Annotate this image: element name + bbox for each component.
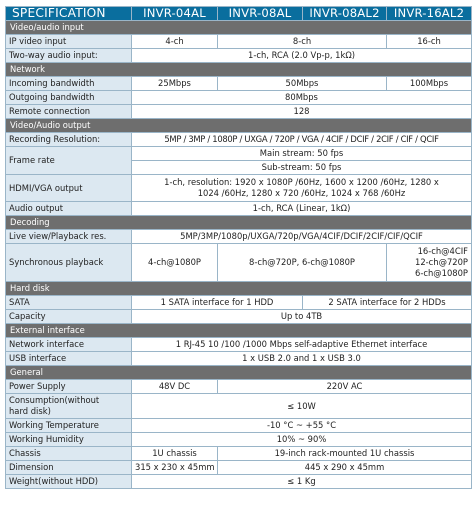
row-label-chassis: Chassis xyxy=(6,447,132,461)
row-label-power-supply: Power Supply xyxy=(6,380,132,394)
table-row xyxy=(6,35,472,49)
section-row xyxy=(6,21,472,35)
dimension-04: 315 x 230 x 45mm xyxy=(132,461,218,475)
consumption-label-line: Consumption(without xyxy=(9,395,100,405)
table-row xyxy=(6,310,472,324)
row-label-working-humidity: Working Humidity xyxy=(6,433,132,447)
section-general: General xyxy=(6,366,472,380)
incoming-bandwidth-16: 100Mbps xyxy=(387,77,472,91)
row-label-incoming-bandwidth: Incoming bandwidth xyxy=(6,77,132,91)
row-label-sata: SATA xyxy=(6,296,132,310)
table-row xyxy=(6,202,472,216)
hdmi-vga-line-2: 1024 /60Hz, 1280 x 720 /60Hz, 1024 x 768 /60Hz xyxy=(197,188,406,198)
ip-video-input-04: 4-ch xyxy=(132,35,218,49)
table-row xyxy=(6,296,472,310)
power-supply-rest: 220V AC xyxy=(218,380,472,394)
row-label-sync-playback: Synchronous playback xyxy=(6,244,132,282)
section-row xyxy=(6,63,472,77)
usb-interface-value: 1 x USB 2.0 and 1 x USB 3.0 xyxy=(132,352,472,366)
dimension-rest: 445 x 290 x 45mm xyxy=(218,461,472,475)
remote-connection-value: 128 xyxy=(132,105,472,119)
row-label-capacity: Capacity xyxy=(6,310,132,324)
ip-video-input-16: 16-ch xyxy=(387,35,472,49)
header-row xyxy=(6,7,472,21)
incoming-bandwidth-04: 25Mbps xyxy=(132,77,218,91)
row-label-frame-rate: Frame rate xyxy=(6,147,132,175)
section-network: Network xyxy=(6,63,472,77)
row-label-dimension: Dimension xyxy=(6,461,132,475)
hdmi-vga-value xyxy=(132,175,472,202)
sync-playback-08: 8-ch@720P, 6-ch@1080P xyxy=(218,244,387,282)
table-row xyxy=(6,461,472,475)
row-label-consumption xyxy=(6,394,132,419)
section-decoding: Decoding xyxy=(6,216,472,230)
sync-playback-16-line: 16-ch@4CIF xyxy=(417,246,468,256)
specification-table xyxy=(5,6,472,489)
chassis-04: 1U chassis xyxy=(132,447,218,461)
row-label-network-interface: Network interface xyxy=(6,338,132,352)
row-label-remote-connection: Remote connection xyxy=(6,105,132,119)
working-temperature-value: -10 °C ~ +55 °C xyxy=(132,419,472,433)
table-row xyxy=(6,230,472,244)
incoming-bandwidth-08: 50Mbps xyxy=(218,77,387,91)
sync-playback-16 xyxy=(387,244,472,282)
sync-playback-16-line: 6-ch@1080P xyxy=(414,268,468,278)
table-row xyxy=(6,133,472,147)
table-row xyxy=(6,338,472,352)
working-humidity-value: 10% ~ 90% xyxy=(132,433,472,447)
section-row xyxy=(6,216,472,230)
model-header-invr-16al2: INVR-16AL2 xyxy=(387,7,472,21)
row-label-usb-interface: USB interface xyxy=(6,352,132,366)
outgoing-bandwidth-value: 80Mbps xyxy=(132,91,472,105)
consumption-value: ≤ 10W xyxy=(132,394,472,419)
section-row xyxy=(6,366,472,380)
frame-rate-main-stream: Main stream: 50 fps xyxy=(132,147,472,161)
section-row xyxy=(6,119,472,133)
section-hard-disk: Hard disk xyxy=(6,282,472,296)
section-video-audio-output: Video/Audio output xyxy=(6,119,472,133)
power-supply-04: 48V DC xyxy=(132,380,218,394)
audio-output-value: 1-ch, RCA (Linear, 1kΩ) xyxy=(132,202,472,216)
table-row xyxy=(6,475,472,489)
sync-playback-16-line: 12-ch@720P xyxy=(414,257,468,267)
frame-rate-sub-stream: Sub-stream: 50 fps xyxy=(132,161,472,175)
sata-08al2-16: 2 SATA interface for 2 HDDs xyxy=(303,296,472,310)
row-label-live-view: Live view/Playback res. xyxy=(6,230,132,244)
table-row xyxy=(6,352,472,366)
network-interface-value: 1 RJ-45 10 /100 /1000 Mbps self-adaptive Ethernet interface xyxy=(132,338,472,352)
table-row xyxy=(6,433,472,447)
chassis-rest: 19-inch rack-mounted 1U chassis xyxy=(218,447,472,461)
table-row xyxy=(6,105,472,119)
table-row xyxy=(6,419,472,433)
model-header-invr-08al2: INVR-08AL2 xyxy=(303,7,387,21)
sync-playback-04: 4-ch@1080P xyxy=(132,244,218,282)
row-label-recording-resolution: Recording Resolution: xyxy=(6,133,132,147)
two-way-audio-value: 1-ch, RCA (2.0 Vp-p, 1kΩ) xyxy=(132,49,472,63)
spec-sheet xyxy=(5,6,471,489)
row-label-hdmi-vga: HDMI/VGA output xyxy=(6,175,132,202)
row-label-two-way-audio: Two-way audio input: xyxy=(6,49,132,63)
live-view-value: 5MP/3MP/1080p/UXGA/720p/VGA/4CIF/DCIF/2CIF/CIF/QCIF xyxy=(132,230,472,244)
table-row xyxy=(6,91,472,105)
weight-value: ≤ 1 Kg xyxy=(132,475,472,489)
row-label-outgoing-bandwidth: Outgoing bandwidth xyxy=(6,91,132,105)
table-row xyxy=(6,394,472,419)
spec-header: SPECIFICATION xyxy=(6,7,132,21)
table-row xyxy=(6,49,472,63)
section-external-interface: External interface xyxy=(6,324,472,338)
table-row xyxy=(6,380,472,394)
capacity-value: Up to 4TB xyxy=(132,310,472,324)
recording-resolution-value: 5MP / 3MP / 1080P / UXGA / 720P / VGA / 4CIF / DCIF / 2CIF / CIF / QCIF xyxy=(132,133,472,147)
ip-video-input-08: 8-ch xyxy=(218,35,387,49)
table-row xyxy=(6,147,472,161)
row-label-audio-output: Audio output xyxy=(6,202,132,216)
model-header-invr-08al: INVR-08AL xyxy=(218,7,303,21)
row-label-weight: Weight(without HDD) xyxy=(6,475,132,489)
row-label-working-temperature: Working Temperature xyxy=(6,419,132,433)
section-video-audio-input: Video/audio input xyxy=(6,21,472,35)
hdmi-vga-line-1: 1-ch, resolution: 1920 x 1080P /60Hz, 1600 x 1200 /60Hz, 1280 x xyxy=(164,177,439,187)
consumption-label-line: hard disk) xyxy=(9,406,51,416)
section-row xyxy=(6,324,472,338)
sata-04-08: 1 SATA interface for 1 HDD xyxy=(132,296,303,310)
table-row xyxy=(6,244,472,282)
table-row xyxy=(6,447,472,461)
row-label-ip-video-input: IP video input xyxy=(6,35,132,49)
table-row xyxy=(6,175,472,202)
section-row xyxy=(6,282,472,296)
model-header-invr-04al: INVR-04AL xyxy=(132,7,218,21)
table-row xyxy=(6,77,472,91)
